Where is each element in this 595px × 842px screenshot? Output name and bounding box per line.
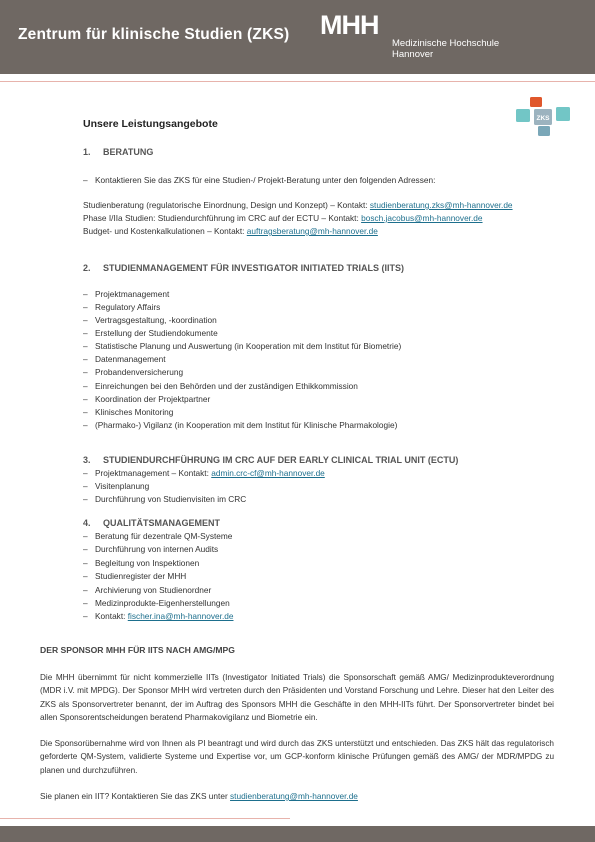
page-header [0, 0, 595, 74]
mhh-logo-text [392, 38, 499, 60]
list-item: – Archivierung von Studienordner [83, 585, 212, 595]
section-heading-studiendurchfuehrung: 3. STUDIENDURCHFÜHRUNG IM CRC AUF DER EARLY CLINICAL TRIAL UNIT (ECTU) [83, 455, 459, 465]
list-item: – Projektmanagement [83, 289, 170, 299]
zks-puzzle-icon [512, 93, 578, 137]
list-item: – Durchführung von internen Audits [83, 544, 219, 554]
section-heading-qualitaetsmanagement: 4. QUALITÄTSMANAGEMENT [83, 518, 220, 528]
list-item: – Probandenversicherung [83, 367, 184, 377]
puzzle-piece [516, 109, 530, 122]
sponsor-heading: DER SPONSOR MHH FÜR IITS NACH AMG/MPG [40, 645, 235, 655]
email-link-fischer-ina[interactable]: fischer.ina@mh-hannover.de [127, 611, 234, 621]
section-heading-studienmanagement: 2. STUDIENMANAGEMENT FÜR INVESTIGATOR INITIATED TRIALS (IITS) [83, 263, 404, 273]
sponsor-paragraph-2: Die Sponsorübernahme wird von Ihnen als PI beantragt und wird durch das ZKS unterstützt und entschieden. Das ZKS hält das regulatorisch geforderte QM-System, validierte Systeme und Expertise vor, um GCP-konform klinische Prüfungen gemäß des AMG/ der MDR/MPDG zu planen und durchzuführen. [40, 739, 554, 775]
puzzle-piece [538, 126, 550, 136]
header-divider [0, 81, 595, 82]
list-item: – Statistische Planung und Auswertung (in Kooperation mit dem Institut für Biometrie) [83, 341, 402, 351]
page-title: Unsere Leistungsangebote [83, 118, 218, 130]
footer-divider [0, 818, 290, 819]
mhh-logo-mark: MHH [320, 10, 379, 40]
list-item: – Erstellung der Studiendokumente [83, 328, 218, 338]
list-item: – Koordination der Projektpartner [83, 394, 211, 404]
email-link-studienberatung-zks[interactable]: studienberatung.zks@mh-hannover.de [369, 200, 513, 210]
list-item: – Kontaktieren Sie das ZKS für eine Studien-/ Projekt-Beratung unter den folgenden Adressen: [83, 175, 436, 185]
list-item: – Begleitung von Inspektionen [83, 558, 200, 568]
contact-row: Studienberatung (regulatorische Einordnung, Design und Konzept) – Kontakt: studienberatung.zks@mh-hannover.de [83, 200, 513, 210]
contact-row: Phase I/IIa Studien: Studiendurchführung im CRC auf der ECTU – Kontakt: bosch.jacobus@mh-hannover.de [83, 213, 483, 223]
puzzle-piece [530, 97, 542, 107]
list-item: – Medizinprodukte-Eigenherstellungen [83, 598, 230, 608]
email-link-admin-crc[interactable]: admin.crc-cf@mh-hannover.de [211, 468, 325, 478]
email-link-auftragsberatung[interactable]: auftragsberatung@mh-hannover.de [246, 226, 378, 236]
logo-line-1: Medizinische Hochschule [392, 38, 500, 49]
logo-line-2: Hannover [392, 49, 434, 60]
list-item: – Vertragsgestaltung, -koordination [83, 315, 217, 325]
list-item: – (Pharmako-) Vigilanz (in Kooperation mit dem Institut für Klinische Pharmakologie) [83, 420, 398, 430]
list-item: – Durchführung von Studienvisiten im CRC [83, 494, 247, 504]
list-item: – Regulatory Affairs [83, 302, 161, 312]
email-link-studienberatung[interactable]: studienberatung@mh-hannover.de [230, 791, 358, 801]
email-link-bosch-jacobus[interactable]: bosch.jacobus@mh-hannover.de [361, 213, 483, 223]
section-heading-beratung: 1. BERATUNG [83, 147, 154, 157]
header-title: Zentrum für klinische Studien (ZKS) [18, 26, 290, 43]
list-item: – Einreichungen bei den Behörden und der zuständigen Ethikkommission [83, 381, 358, 391]
list-item: – Klinisches Monitoring [83, 407, 174, 417]
page-footer [0, 826, 595, 842]
list-item: – Studienregister der MHH [83, 571, 187, 581]
list-item: – Visitenplanung [83, 481, 150, 491]
contact-cta: Sie planen ein IIT? Kontaktieren Sie das ZKS unter studienberatung@mh-hannover.de [40, 791, 358, 801]
contact-row: Budget- und Kostenkalkulationen – Kontakt: auftragsberatung@mh-hannover.de [83, 226, 378, 236]
zks-badge-text: ZKS [536, 115, 550, 122]
list-item: – Beratung für dezentrale QM-Systeme [83, 531, 233, 541]
sponsor-paragraph-1: Die MHH übernimmt für nicht kommerzielle IITs (Investigator Initiated Trials) die Sponsorschaft gemäß AMG/ Medizinprodukteverordnung (MDR i.V. mit MPDG). Der Sponsor MHH wird vertreten durch den Präsidenten und Vorstand Forschung und Lehre. Dieser hat den Leiter des ZKS als Sponsorvertreter benannt, der im Auftrag des Sponsors MHH die Geschäfte in den MHH-IITs führt. Der Sponsorvertreter bindet bei allen Sponsorentscheidungen beratend Pharmakovigilanz und Biometrie ein. [40, 673, 554, 722]
puzzle-piece [556, 107, 570, 121]
list-item: – Projektmanagement – Kontakt: admin.crc-cf@mh-hannover.de [83, 468, 325, 478]
list-item: – Datenmanagement [83, 354, 166, 364]
list-item: – Kontakt: fischer.ina@mh-hannover.de [83, 611, 234, 621]
